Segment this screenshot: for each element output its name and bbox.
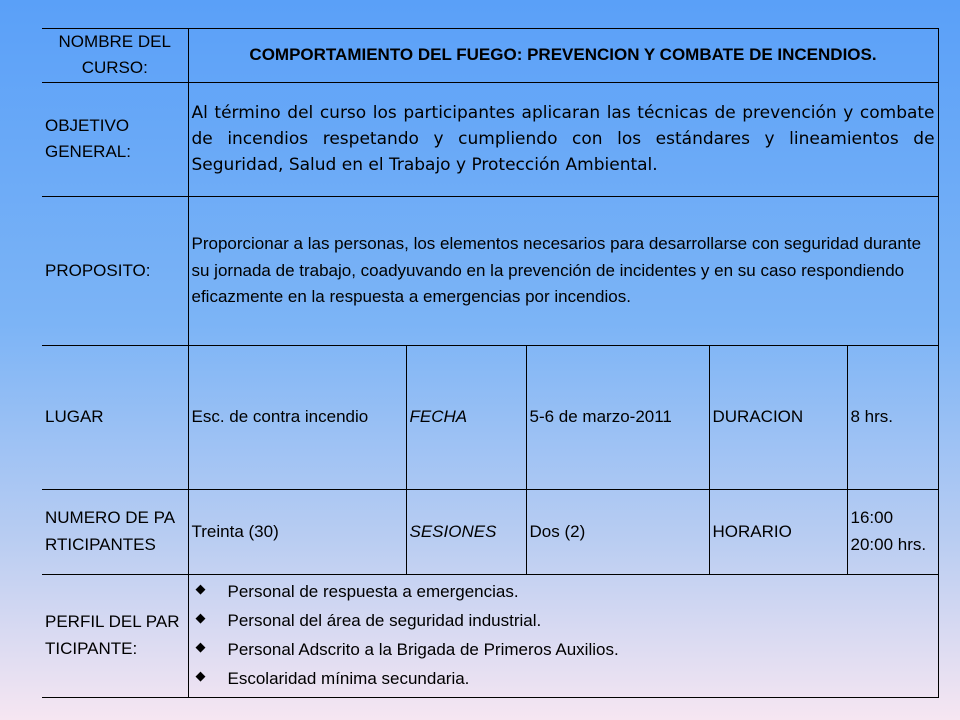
profile-row [42, 574, 938, 697]
profile-item-text: Escolaridad mínima secundaria. [227, 668, 470, 688]
profile-label: PERFIL DEL PARTICIPANTE: [42, 574, 188, 697]
participants-sessions-schedule-row [42, 489, 938, 574]
course-name-value: COMPORTAMIENTO DEL FUEGO: PREVENCION Y COMBATE DE INCENDIOS. [188, 29, 938, 83]
bullet-icon: ◆ [195, 580, 206, 596]
course-name-label: NOMBRE DEL CURSO: [42, 29, 188, 83]
profile-list-item [192, 636, 935, 665]
course-info-table [42, 28, 939, 698]
purpose-value: Proporcionar a las personas, los elementos necesarios para desarrollarse con seguridad durante su jornada de trabajo, coadyuvando en la prevención de incidentes y en su caso respondiendo eficazmente en la respuesta a emergencias por incendios. [188, 196, 938, 345]
profile-list-item [192, 607, 935, 636]
place-date-duration-row [42, 345, 938, 489]
place-value: Esc. de contra incendio [188, 345, 406, 489]
sessions-value: Dos (2) [526, 489, 709, 574]
profile-list [192, 578, 935, 694]
duration-label: DURACION [709, 345, 847, 489]
purpose-row [42, 196, 938, 345]
objective-value: Al término del curso los participantes aplicaran las técnicas de prevención y combate de incendios respetando y cumpliendo con los estándares y lineamientos de Seguridad, Salud en el Trabajo y Protección Ambiental. [188, 82, 938, 196]
objective-row [42, 82, 938, 196]
profile-item-text: Personal de respuesta a emergencias. [227, 581, 519, 601]
schedule-label: HORARIO [709, 489, 847, 574]
objective-label: OBJETIVO GENERAL: [42, 82, 188, 196]
sessions-label: SESIONES [406, 489, 526, 574]
bullet-icon: ◆ [195, 609, 206, 625]
duration-value: 8 hrs. [847, 345, 938, 489]
purpose-label: PROPOSITO: [42, 196, 188, 345]
bullet-icon: ◆ [195, 638, 206, 654]
course-name-row [42, 29, 938, 83]
place-label: LUGAR [42, 345, 188, 489]
date-value: 5-6 de marzo-2011 [526, 345, 709, 489]
profile-item-text: Personal Adscrito a la Brigada de Primeros Auxilios. [227, 639, 619, 659]
participants-label: NUMERO DE PARTICIPANTES [42, 489, 188, 574]
schedule-value: 16:00 20:00 hrs. [847, 489, 938, 574]
profile-cell [188, 574, 938, 697]
date-label: FECHA [406, 345, 526, 489]
participants-value: Treinta (30) [188, 489, 406, 574]
profile-list-item [192, 578, 935, 607]
profile-list-item [192, 665, 935, 694]
profile-item-text: Personal del área de seguridad industrial. [227, 610, 542, 630]
bullet-icon: ◆ [195, 667, 206, 683]
